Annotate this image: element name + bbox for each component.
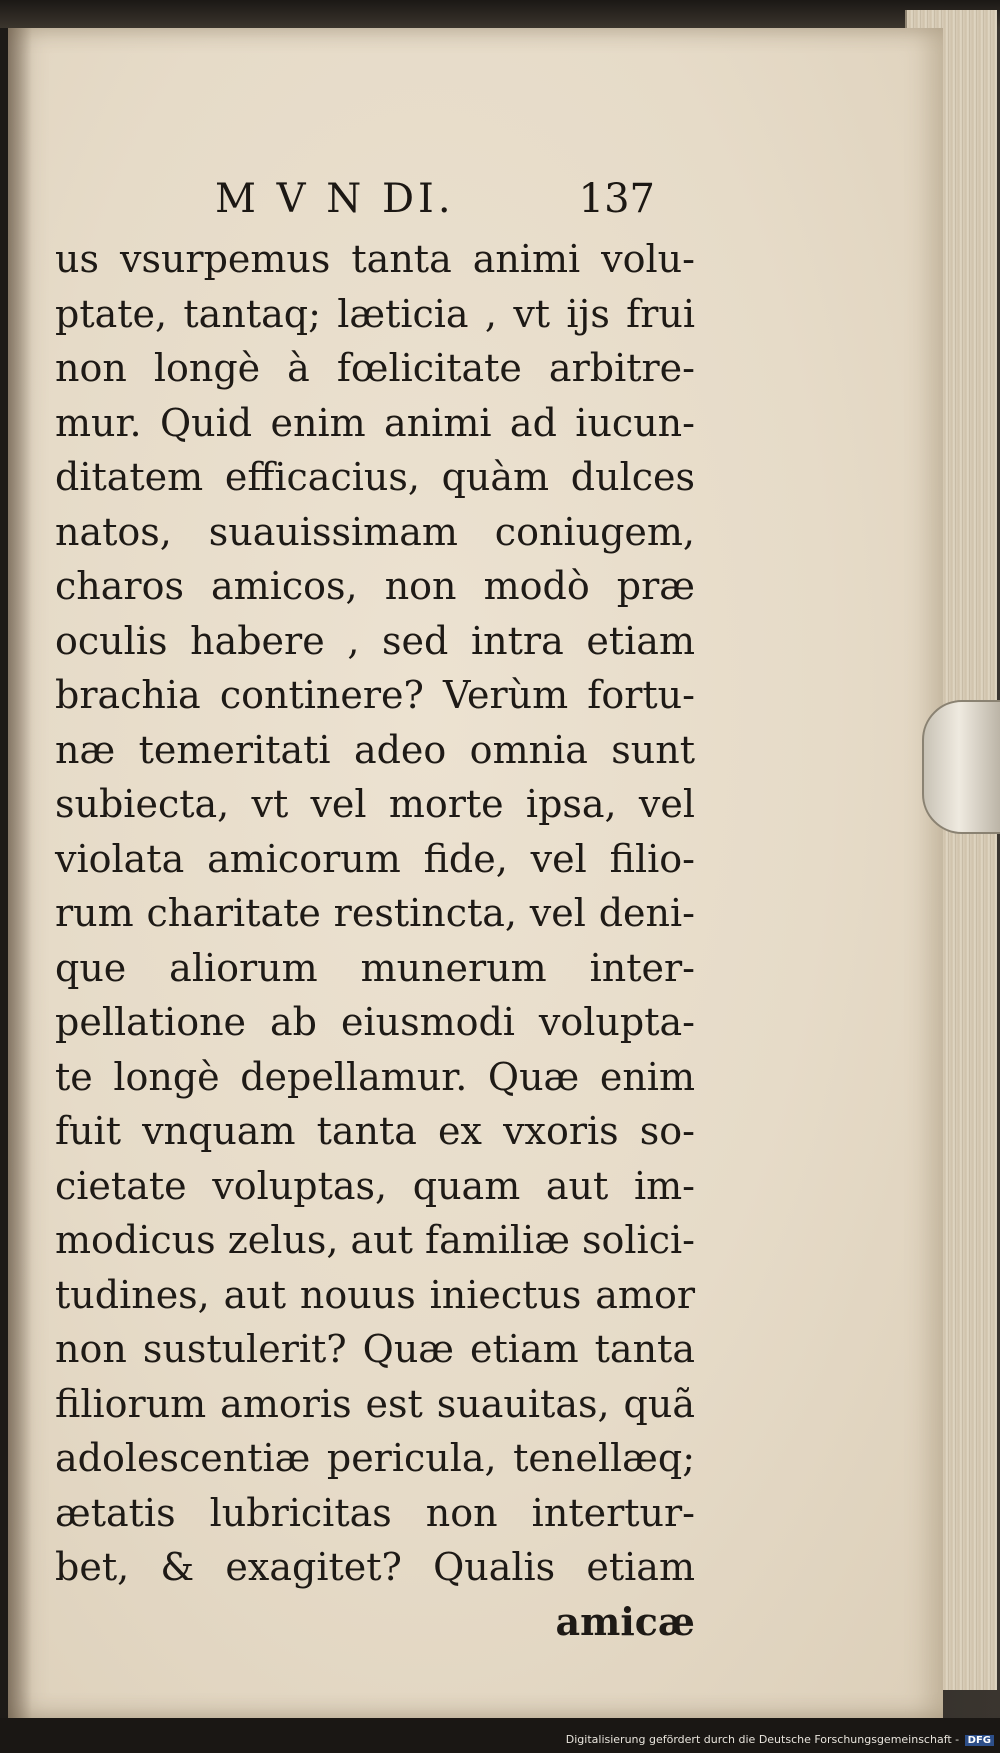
- dfg-logo: DFG: [965, 1735, 994, 1746]
- running-head: [215, 176, 655, 232]
- text-line: brachia continere? Verùm fortu-: [55, 673, 695, 717]
- text-line: te longè depellamur. Quæ enim: [55, 1054, 695, 1099]
- text-line: filiorum amoris est suauitas, quã: [55, 1381, 695, 1426]
- gutter-shadow: [8, 28, 32, 1718]
- text-line: ptate, tantaq; læticia , vt ijs frui: [55, 291, 695, 336]
- text-line: charos amicos, non modò præ: [55, 564, 695, 608]
- text-line: natos, suauissimam coniugem,: [55, 509, 695, 554]
- text-line: tudines, aut nouus iniectus amor: [55, 1272, 695, 1317]
- text-line: non sustulerit? Quæ etiam tanta: [55, 1327, 695, 1371]
- text-line: non longè à fœlicitate arbitre-: [55, 346, 695, 390]
- text-line: cietate voluptas, quam aut im-: [55, 1163, 695, 1208]
- text-line: ditatem efficacius, quàm dulces: [55, 455, 695, 499]
- text-line: violata amicorum fide, vel filio-: [55, 836, 695, 881]
- digitization-credit: [566, 1733, 994, 1746]
- text-line: rum charitate restincta, vel deni-: [55, 891, 695, 935]
- book-clasp: [922, 700, 1000, 834]
- text-line: adolescentiæ pericula, tenellæq;: [55, 1436, 695, 1480]
- running-title: M V N DI.: [215, 176, 455, 222]
- text-line: modicus zelus, aut familiæ solici-: [55, 1218, 695, 1262]
- text-line: oculis habere , sed intra etiam: [55, 618, 695, 663]
- text-line: pellatione ab eiusmodi volupta-: [55, 1000, 695, 1044]
- text-line: fuit vnquam tanta ex vxoris so-: [55, 1109, 695, 1153]
- text-line: bet, & exagitet? Qualis etiam: [55, 1545, 695, 1589]
- text-line: mur. Quid enim animi ad iucun-: [55, 400, 695, 445]
- text-line: que aliorum munerum inter-: [55, 945, 695, 990]
- page-number: 137: [578, 176, 655, 222]
- body-text: [55, 232, 695, 1649]
- text-line: næ temeritati adeo omnia sunt: [55, 727, 695, 772]
- credit-text: Digitalisierung gefördert durch die Deutsche Forschungsgemeinschaft -: [565, 1733, 960, 1746]
- catchword: amicæ: [555, 1598, 695, 1644]
- text-line: ætatis lubricitas non intertur-: [55, 1490, 695, 1535]
- text-line: us vsurpemus tanta animi volu-: [55, 237, 695, 281]
- book-top-edge: [0, 0, 1000, 28]
- text-line: subiecta, vt vel morte ipsa, vel: [55, 782, 695, 826]
